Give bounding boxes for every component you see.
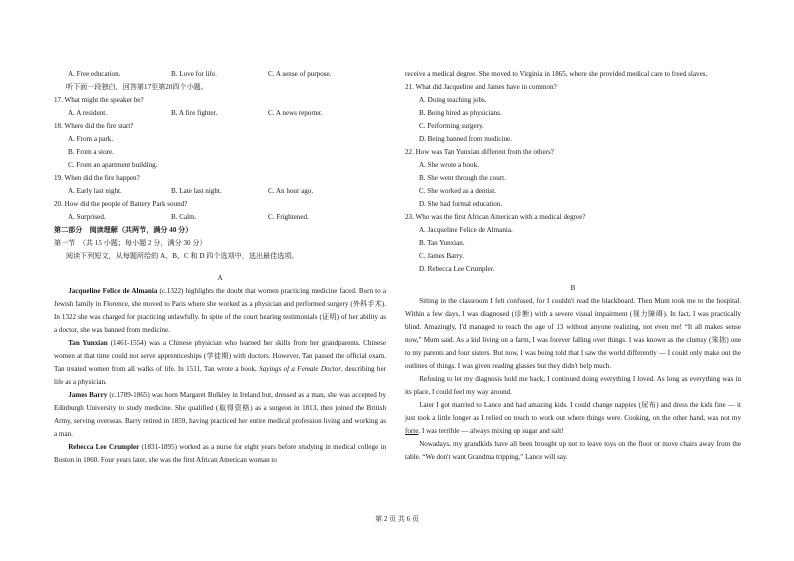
question-21: 21. What did Jacqueline and James have in common?: [405, 83, 557, 91]
listening-intro: 听下面一段独白，回答第17至第20四个小题。: [66, 83, 208, 91]
q22-option-c: C. She worked as a dentist.: [419, 187, 497, 195]
question-23: 23. Who was the first African American with a medical degree?: [405, 213, 586, 221]
q21-option-b: B. Being hired as physicians.: [419, 109, 502, 117]
q18-option-b: B. From a store.: [68, 148, 114, 156]
passage-a-paragraph-2: Tan Yunxian (1461-1554) was a Chinese physician who learned her skills from her grandparents. Chinese women at that time could not serve apprenticeships (学徒期) with doctors. However, Tan passed the official exam. Tan treated women from all walks of life. In 1511, Tan wrote a book, Sayings of a Female Doctor, describing her life as a physician.: [54, 339, 387, 386]
q16-options: A. Free education. B. Love for life. C. A sense of purpose.: [68, 70, 332, 78]
q22-option-d: D. She had formal education.: [419, 200, 503, 208]
question-17: 17. What might the speaker be?: [54, 96, 144, 104]
passage-a-paragraph-4: Rebecca Lee Crumpler (1831-1895) worked as a nurse for eight years before studying in medical college in Boston in 1860. Four years later, she was the first African American woman to: [54, 443, 386, 464]
passage-a-label: A: [217, 274, 223, 282]
question-20: 20. How did the people of Battery Park sound?: [54, 200, 188, 208]
q22-option-a: A. She wrote a book.: [419, 161, 479, 169]
passage-a-continuation: receive a medical degree. She moved to Virginia in 1865, where she provided medical care to freed slaves.: [405, 70, 708, 78]
q21-option-c: C. Performing surgery.: [419, 122, 484, 130]
passage-b-label: B: [570, 284, 576, 292]
page-footer: 第 2 页 共 6 页: [375, 515, 419, 523]
passage-b-paragraph-3: Later I got married to Lance and had amazing kids. I could change nappies (尿布) and dress the kids fine — it just took a little longer as I relied on touch to work out where things were. Cooking, on the other hand, was not my forte. I was terrible — always mixing up sugar and salt!: [405, 401, 741, 435]
q17-options: A. A resident. B. A fire fighter. C. A news reporter.: [68, 109, 323, 117]
q20-options: A. Surprised. B. Calm. C. Frightened.: [68, 213, 309, 221]
q23-option-b: B. Tan Yunxian.: [419, 239, 465, 247]
passage-b-paragraph-1: Sitting in the classroom I felt confused, for I couldn't read the blackboard. Then Mum took me to the hospital. Within a few days, I was diagnosed (诊断) with a severe visual impairment (视力障碍). In fact, I was practically blind. Amazingly, I'd managed to reach the age of 13 without anyone realizing, not even me! “It all makes sense now,” Mum said. As a kid living on a farm, I was forever falling over things. I was known as the clumsy (笨拙) one to my parents and four sisters. But now, I was being told that I saw the world differently — I could only make out the outlines of things. I was given reading glasses but they didn't help much.: [405, 297, 741, 370]
q23-option-a: A. Jacqueline Felice de Almania.: [419, 226, 513, 234]
passage-b-paragraph-4: Nowadays, my grandkids have all been brought up not to leave toys on the floor or move chairs away from the table. “We don't want Grandma tripping,” Lance will say.: [405, 440, 741, 461]
part2-title: 第二部分 阅读理解（共两节，满分 40 分）: [54, 226, 193, 234]
q18-option-a: A. From a park.: [68, 135, 114, 143]
passage-a-paragraph-3: James Barry (c.1789-1865) was born Margaret Bulkley in Ireland but, dressed as a man, she was accepted by Edinburgh University to study medicine. She qualified (取得资格) as a surgeon in 1813, then joined the British Army, serving overseas. Barry retired in 1859, having practiced her entire medical profession living and working as a man.: [54, 391, 386, 438]
q23-option-c: C. James Barry.: [419, 252, 464, 260]
q18-option-c: C. From an apartment building.: [68, 161, 158, 169]
question-19: 19. When did the fire happen?: [54, 174, 140, 182]
left-column: [54, 68, 386, 467]
passage-a-paragraph-1: Jacqueline Felice de Almania (c.1322) highlights the doubt that women practicing medicine faced. Born to a Jewish family in Florence, she moved to Paris where she worked as a physician and performed surgery (外科手术). In 1322 she was charged for practicing unlawfully. In spite of the court hearing testimonials (证明) of her ability as a doctor, she was banned from medicine.: [54, 287, 386, 334]
q19-options: A. Early last night. B. Late last night. C. An hour ago.: [68, 187, 314, 195]
section1-title: 第一节 （共 15 小题；每小题 2 分，满分 30 分）: [54, 239, 207, 247]
reading-instructions: 阅读下列短文，从每题所给的 A、B、C 和 D 四个选项中，选出最佳选项。: [66, 252, 299, 260]
q22-option-b: B. She went through the court.: [419, 174, 506, 182]
underlined-word: forte: [405, 427, 419, 435]
right-column: [405, 68, 741, 464]
q23-option-d: D. Rebecca Lee Crumpler.: [419, 265, 495, 273]
passage-b-paragraph-2: Refusing to let my diagnosis hold me back, I continued doing everything I loved. As long as everything was in its place, I could feel my way around.: [405, 375, 741, 396]
q21-option-a: A. Doing teaching jobs.: [419, 96, 487, 104]
q21-option-d: D. Being banned from medicine.: [419, 135, 512, 143]
question-18: 18. Where did the fire start?: [54, 122, 134, 130]
question-22: 22. How was Tan Yunxian different from the others?: [405, 148, 554, 156]
